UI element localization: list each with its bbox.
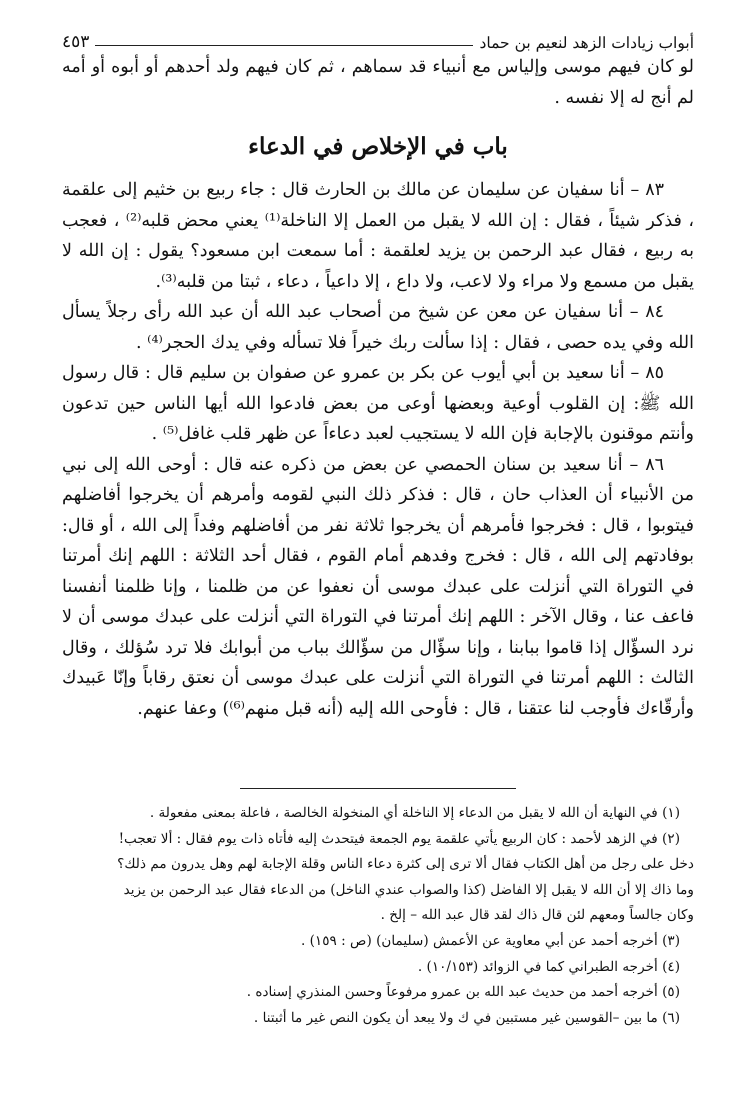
running-head xyxy=(62,14,694,52)
hadith-84: ٨٤ – أنا سفيان عن معن عن شيخ من أصحاب عبد الله أن عبد الله رأى رجلاً يسأل الله وفي يده حصى ، فقال : إذا سألت ربك خيراً فلا تسأله وفي يدك الحجر⁽⁴⁾ . xyxy=(62,302,694,353)
main-text xyxy=(62,52,694,724)
hadith-85: ٨٥ – أنا سعيد بن أبي أيوب عن بكر بن عمرو عن صفوان بن سليم قال : قال رسول الله ﷺ: إن القلوب أوعية وبعضها أوعى من بعض فادعوا الله أيها الناس حين تدعون وأنتم موقنون بالإجابة فإن الله لا يستجيب لعبد دعاءاً عن ظهر قلب غافل⁽⁵⁾ . xyxy=(62,363,694,444)
footnote-4: (٤) أخرجه الطبراني كما في الزوائد (١٠/١٥٣) . xyxy=(417,958,680,975)
footnote-3: (٣) أخرجه أحمد عن أبي معاوية عن الأعمش (سليمان) (ص : ١٥٩) . xyxy=(300,932,680,949)
footnotes-separator xyxy=(240,788,516,789)
footnote-1: (١) في النهاية أن الله لا يقبل من الدعاء إلا الناخلة أي المنخولة الخالصة ، فاعلة بمعنى مفعولة . xyxy=(149,805,680,821)
running-head-rule xyxy=(95,45,473,46)
chapter-title: باب في الإخلاص في الدعاء xyxy=(248,133,508,160)
hadith-86: ٨٦ – أنا سعيد بن سنان الحمصي عن بعض من ذكره عنه قال : أوحى الله إلى نبي من الأنبياء أن العذاب حان ، قال : فذكر ذلك النبي لقومه وأمرهم أن يخرجوا أفاضلهم فيتوبوا ، قال : فخرجوا فأمرهم أن يخرجوا ثلاثة نفر من أفاضلهم وفداً إلى الله ، أو قال: بوفادتهم إلى الله ، قال : فخرج وفدهم أمام القوم ، فقال أحد الثلاثة : اللهم إنك أمرتنا في التوراة التي أنزلت على عبدك موسى أن نعفوا عن من ظلمنا ، وإنا ظلمنا أنفسنا فاعف عنا ، وقال الآخر : اللهم إنك أمرتنا في التوراة التي أنزلت على عبدك موسى أن لا نرد السؤّال إذا قاموا ببابنا ، وإنا سؤّال من سؤّالك بباب من أبوابك فلا ترد سُؤلك ، وقال الثالث : اللهم أمرتنا في التوراة التي أنزلت على عبدك موسى أن نعتق رقاباً وإنّا عَبيدك وأرقّاءك فأوجب لنا عتقنا ، قال : فأوحى الله إليه (أنه قبل منهم⁽⁶⁾) وعفا عنهم. xyxy=(62,454,694,719)
footnotes xyxy=(62,801,694,1031)
footnote-2-continued: وما ذاك إلا أن الله لا يقبل إلا الفاضل (كذا والصواب عندي الناخل) من الدعاء فقال عبد الرحمن بن يزيد xyxy=(123,881,694,898)
hadith-83: ٨٣ – أنا سفيان عن سليمان عن مالك بن الحارث قال : جاء ربيع بن خثيم إلى علقمة ، فذكر شيئاً ، فقال : إن الله لا يقبل من العمل إلا الناخلة⁽¹⁾ يعني محض قلبه⁽²⁾ ، فعجب به ربيع ، فقال عبد الرحمن بن يزيد لعلقمة : أما سمعت ابن مسعود؟ يقول : إن الله لا يقبل من مسمع ولا مراء ولا لاعب، ولا داع ، إلا داعياً ، دعاء ، ثبتا من قلبه⁽³⁾. xyxy=(62,180,694,292)
footnote-2-continued: وكان جالساً ومعهم لئن قال ذاك لقد قال عبد الله – إلخ . xyxy=(380,907,694,924)
footnote-6: (٦) ما بين –القوسين غير مستبين في ك ولا يبعد أن يكون النص غير ما أثبتنا . xyxy=(253,1009,680,1026)
page-number: ٤٥٣ xyxy=(62,32,90,52)
footnote-2: (٢) في الزهد لأحمد : كان الربيع يأتي علقمة يوم الجمعة فيتحدث إليه فأتاه ذات يوم فقال : ألا تعجب! xyxy=(118,830,680,847)
intro-paragraph: لو كان فيهم موسى وإلياس مع أنبياء قد سماهم ، ثم كان فيهم ولد أحدهم أو أبوه أو أمه لم أنج له إلا نفسه . xyxy=(62,57,694,108)
footnote-2-continued: دخل على رجل من أهل الكتاب فقال ألا ترى إلى كثرة دعاء الناس وقلة الإجابة لهم وهل يدرون مم ذلك؟ xyxy=(117,856,694,873)
footnote-5: (٥) أخرجه أحمد من حديث عبد الله بن عمرو مرفوعاً وحسن المنذري إسناده . xyxy=(246,984,680,1001)
running-head-title: أبواب زيادات الزهد لنعيم بن حماد xyxy=(479,34,694,52)
